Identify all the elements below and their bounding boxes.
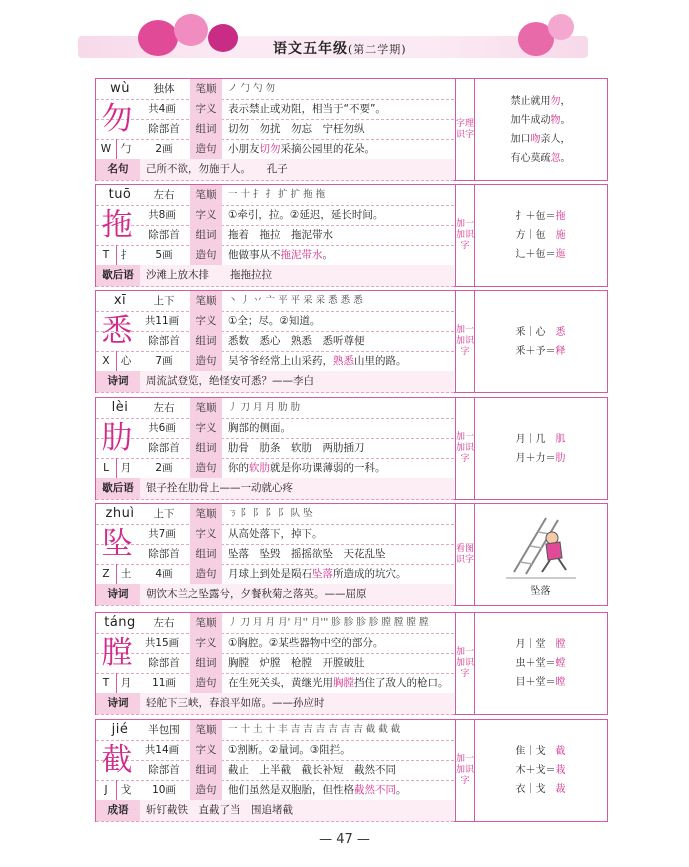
memory-line xyxy=(474,342,607,361)
card-main xyxy=(96,504,454,605)
memory-text: 木＋戈＝ xyxy=(515,765,556,776)
words-row xyxy=(96,438,454,459)
remaining-strokes: 4画 xyxy=(155,568,173,580)
memory-text: ， xyxy=(560,96,571,107)
method-label: 加一加识字 xyxy=(455,291,475,392)
example-sentence xyxy=(228,458,452,478)
radical-label: 除部首 xyxy=(148,335,180,347)
sentence-text: 采摘公园里的花朵。 xyxy=(280,143,375,155)
meaning-label: 字义 xyxy=(190,311,222,331)
extra-text: 斩钉截铁 直截了当 围追堵截 xyxy=(146,804,293,816)
extra-text: 周流試登览，绝怪安可悉？——李白 xyxy=(146,375,314,387)
sentence-highlight: 拖泥带水 xyxy=(280,249,323,261)
extra-label: 诗词 xyxy=(96,371,140,392)
header-decoration xyxy=(174,14,208,46)
character-card xyxy=(95,612,608,715)
memory-line xyxy=(474,245,607,264)
memory-text: 亲人， xyxy=(540,134,571,145)
memory-text: 月＋力＝ xyxy=(515,453,556,464)
extra-row xyxy=(96,371,454,393)
stroke-count: 共4画 xyxy=(148,103,176,115)
sentence-highlight: 熟悉 xyxy=(333,355,354,367)
index-letter: L xyxy=(103,462,109,474)
sentence-row xyxy=(96,245,454,266)
memory-line xyxy=(474,780,607,799)
memory-aid xyxy=(474,613,607,714)
structure-type: 上下 xyxy=(153,508,175,520)
main-character: 截 xyxy=(101,742,133,778)
meaning-label: 字义 xyxy=(190,205,222,225)
header-decoration xyxy=(548,14,574,40)
extra-label: 诗词 xyxy=(96,693,140,714)
page-header xyxy=(78,14,588,62)
extra-label: 歇后语 xyxy=(96,265,140,286)
sentence-label: 造句 xyxy=(190,780,222,800)
memory-text: 禁止就用 xyxy=(510,96,551,107)
structure-type: 半包围 xyxy=(148,724,180,736)
meaning: 从高处落下，掉下。 xyxy=(228,528,323,540)
memory-highlight: 裁 xyxy=(555,784,566,795)
words-row xyxy=(96,544,454,565)
meaning-row xyxy=(96,740,454,761)
memory-aid xyxy=(474,720,607,821)
stroke-order-label: 笔顺 xyxy=(190,185,222,205)
memory-line xyxy=(474,449,607,468)
sentence-text: 。 xyxy=(396,784,407,796)
memory-line xyxy=(474,323,607,342)
memory-highlight: 螳 xyxy=(555,658,566,669)
words-row xyxy=(96,653,454,674)
meaning: 表示禁止或劝阻，相当于“不要”。 xyxy=(228,103,386,115)
words-label: 组词 xyxy=(190,544,222,564)
memory-aid xyxy=(474,398,607,499)
memory-text: 扌＋㐌＝ xyxy=(515,211,556,222)
index-radical: 勹 xyxy=(116,139,135,159)
meaning-row xyxy=(96,99,454,120)
index-radical: 土 xyxy=(116,564,135,584)
meaning: ①胸腔。②某些器物中空的部分。 xyxy=(228,637,384,649)
sentence-text: 吴爷爷经常上山采药， xyxy=(228,355,333,367)
sentence-highlight: 切勿 xyxy=(259,143,281,155)
sentence-text: 你的 xyxy=(228,462,249,474)
extra-text: 己所不欲，勿施于人。 孔子 xyxy=(146,163,288,175)
meaning-row xyxy=(96,418,454,439)
meaning-row xyxy=(96,633,454,654)
memory-text: 月｜堂 xyxy=(515,639,556,650)
pinyin: lèi xyxy=(111,400,129,415)
memory-line xyxy=(474,673,607,692)
sentence-text: 。 xyxy=(322,249,333,261)
words-label: 组词 xyxy=(190,653,222,673)
memory-highlight: 截 xyxy=(555,746,566,757)
memory-highlight: 肌 xyxy=(555,434,566,445)
pinyin-row xyxy=(96,79,454,100)
character-card xyxy=(95,184,608,287)
memory-line xyxy=(474,742,607,761)
pinyin-row xyxy=(96,185,454,206)
header-decoration xyxy=(208,24,238,52)
card-main xyxy=(96,291,454,392)
stroke-order: 丿 刀 月 月 月' 月'' 月''' 胗 胗 胗 胗 膛 膛 膛 膛 xyxy=(228,617,429,628)
remaining-strokes: 5画 xyxy=(155,249,173,261)
memory-highlight: 释 xyxy=(555,346,566,357)
index-radical: 扌 xyxy=(116,245,135,265)
word-list: 坠落 坠毁 摇摇欲坠 天花乱坠 xyxy=(228,548,386,560)
memory-text: 目＋堂＝ xyxy=(515,677,556,688)
pinyin-row xyxy=(96,398,454,419)
meaning: 胸部的侧面。 xyxy=(228,422,291,434)
meaning: ①割断。②量词。③阻拦。 xyxy=(228,744,351,756)
stroke-count: 共11画 xyxy=(144,315,180,327)
stroke-order: ノ 勹 勺 勿 xyxy=(228,83,276,94)
index-letter: J xyxy=(104,784,108,796)
card-main xyxy=(96,398,454,499)
meaning-label: 字义 xyxy=(190,633,222,653)
pinyin-row xyxy=(96,291,454,312)
stroke-count: 共7画 xyxy=(148,528,176,540)
card-main xyxy=(96,79,454,180)
memory-aid xyxy=(474,504,607,605)
main-character: 悉 xyxy=(101,313,133,349)
stroke-order-label: 笔顺 xyxy=(190,720,222,740)
falling-girl-illustration xyxy=(506,512,576,580)
words-row xyxy=(96,331,454,352)
memory-line xyxy=(474,149,607,168)
sentence-row xyxy=(96,673,454,694)
extra-text: 沙滩上放木排 拖拖拉拉 xyxy=(146,269,272,281)
pinyin-row xyxy=(96,720,454,741)
word-list: 悉数 悉心 熟悉 悉听尊便 xyxy=(228,335,365,347)
stroke-count: 共6画 xyxy=(148,422,176,434)
extra-text: 轻舵下三峡，春浪平如席。——孙应时 xyxy=(146,697,325,709)
sentence-text: 挡住了敌人的枪口。 xyxy=(354,677,449,689)
extra-label: 成语 xyxy=(96,800,140,821)
memory-highlight: 膛 xyxy=(555,639,566,650)
sentence-text: 山里的路。 xyxy=(354,355,407,367)
memory-text: 虫＋堂＝ xyxy=(515,658,556,669)
method-label: 加一加识字 xyxy=(455,613,475,714)
memory-highlight: 勿 xyxy=(550,96,561,107)
stroke-order: 一 十 土 十 丰 吉 吉 吉 吉 吉 吉 截 截 截 xyxy=(228,724,401,735)
word-list: 截止 上半截 截长补短 截然不同 xyxy=(228,764,396,776)
pinyin: wù xyxy=(110,81,130,96)
index-radical: 月 xyxy=(116,673,135,693)
page-title: 语文五年级(第二学期) xyxy=(273,41,407,57)
pinyin: xī xyxy=(113,293,127,308)
radical-label: 除部首 xyxy=(148,442,180,454)
memory-aid xyxy=(474,291,607,392)
memory-line xyxy=(474,130,607,149)
stroke-order: 丿 刀 月 月 肋 肋 xyxy=(228,402,301,413)
index-letter: T xyxy=(102,249,110,261)
sentence-text: 他做事从不 xyxy=(228,249,281,261)
sentence-text: 在生死关头，黄继光用 xyxy=(228,677,333,689)
memory-line xyxy=(474,761,607,780)
remaining-strokes: 2画 xyxy=(155,462,173,474)
memory-text: 辶＋㐌＝ xyxy=(515,249,556,260)
words-label: 组词 xyxy=(190,760,222,780)
illustration-caption: 坠落 xyxy=(530,586,551,597)
sentence-label: 造句 xyxy=(190,564,222,584)
memory-highlight: 悉 xyxy=(555,327,566,338)
words-label: 组词 xyxy=(190,331,222,351)
card-main xyxy=(96,613,454,714)
sentence-row xyxy=(96,139,454,160)
pinyin: jié xyxy=(111,722,129,737)
memory-highlight: 拖 xyxy=(555,211,566,222)
method-label: 加一加识字 xyxy=(455,720,475,821)
index-letter: X xyxy=(102,355,110,367)
radical-label: 除部首 xyxy=(148,229,180,241)
memory-highlight: 吻 xyxy=(530,134,541,145)
character-card xyxy=(95,503,608,606)
words-label: 组词 xyxy=(190,438,222,458)
memory-text: 月｜几 xyxy=(515,434,556,445)
meaning: ①全；尽。②知道。 xyxy=(228,315,321,327)
extra-row xyxy=(96,693,454,715)
character-card xyxy=(95,719,608,822)
sentence-highlight: 软肋 xyxy=(249,462,270,474)
main-character: 膛 xyxy=(101,635,133,671)
word-list: 肋骨 肋条 软肋 两肋插刀 xyxy=(228,442,365,454)
sentence-text: 他们虽然是双胞胎，但性格 xyxy=(228,784,354,796)
extra-row xyxy=(96,800,454,822)
memory-text: 衣｜戈 xyxy=(515,784,556,795)
structure-type: 左右 xyxy=(153,189,175,201)
extra-text: 朝饮木兰之坠露兮，夕餐秋菊之落英。——屈原 xyxy=(146,588,367,600)
sentence-label: 造句 xyxy=(190,139,222,159)
memory-text: 。 xyxy=(560,153,571,164)
stroke-count: 共8画 xyxy=(148,209,176,221)
sentence-row xyxy=(96,458,454,479)
character-card xyxy=(95,78,608,181)
memory-line xyxy=(474,92,607,111)
sentence-label: 造句 xyxy=(190,351,222,371)
stroke-order-label: 笔顺 xyxy=(190,79,222,99)
sentence-text: 小朋友 xyxy=(228,143,260,155)
memory-highlight: 物 xyxy=(550,115,561,126)
example-sentence xyxy=(228,673,452,693)
memory-text: 。 xyxy=(560,115,571,126)
example-sentence xyxy=(228,139,452,159)
memory-line xyxy=(474,111,607,130)
index-letter: T xyxy=(102,677,110,689)
remaining-strokes: 2画 xyxy=(155,143,173,155)
words-label: 组词 xyxy=(190,225,222,245)
radical-label: 除部首 xyxy=(148,123,180,135)
method-label: 字理识字 xyxy=(455,79,475,180)
words-label: 组词 xyxy=(190,119,222,139)
memory-highlight: 忽 xyxy=(550,153,561,164)
memory-highlight: 施 xyxy=(555,230,566,241)
stroke-count: 共14画 xyxy=(144,744,180,756)
extra-label: 诗词 xyxy=(96,584,140,605)
meaning-label: 字义 xyxy=(190,740,222,760)
sentence-text: 就是你功课薄弱的一科。 xyxy=(270,462,386,474)
character-card xyxy=(95,290,608,393)
words-row xyxy=(96,119,454,140)
main-character: 拖 xyxy=(101,207,133,243)
memory-line xyxy=(474,654,607,673)
stroke-order: ㄋ 阝 阝 阝 阝 队 坠 xyxy=(228,508,313,519)
word-list: 胸膛 炉膛 枪膛 开膛破肚 xyxy=(228,657,365,669)
sentence-text: 月球上到处是陨石 xyxy=(228,568,312,580)
example-sentence xyxy=(228,780,452,800)
method-label: 加一加识字 xyxy=(455,398,475,499)
sentence-text: 所造成的坑穴。 xyxy=(333,568,407,580)
page-subtitle: (第二学期) xyxy=(348,43,407,56)
method-label: 看图识字 xyxy=(455,504,475,605)
stroke-order-label: 笔顺 xyxy=(190,613,222,633)
meaning: ①牵引，拉。②延迟，延长时间。 xyxy=(228,209,384,221)
word-list: 拖着 拖拉 拖泥带水 xyxy=(228,229,333,241)
memory-aid xyxy=(474,79,607,180)
memory-line xyxy=(474,430,607,449)
structure-type: 独体 xyxy=(153,83,175,95)
meaning-row xyxy=(96,205,454,226)
main-character: 肋 xyxy=(101,420,133,456)
memory-line xyxy=(474,207,607,226)
example-sentence xyxy=(228,564,452,584)
header-decoration xyxy=(138,20,178,56)
structure-type: 上下 xyxy=(153,295,175,307)
stroke-order-label: 笔顺 xyxy=(190,398,222,418)
words-row xyxy=(96,760,454,781)
sentence-row xyxy=(96,351,454,372)
pinyin: tuō xyxy=(108,187,132,202)
index-letter: Z xyxy=(102,568,110,580)
memory-highlight: 肋 xyxy=(555,453,566,464)
memory-text: 加口 xyxy=(510,134,531,145)
memory-text: 加牛成动 xyxy=(510,115,551,126)
memory-highlight: 瞠 xyxy=(555,677,566,688)
stroke-count: 共15画 xyxy=(144,637,180,649)
memory-text: 有心莫疏 xyxy=(510,153,551,164)
extra-text: 银子拴在肋骨上——一动就心疼 xyxy=(146,482,293,494)
index-letter: W xyxy=(100,143,112,155)
extra-row xyxy=(96,584,454,606)
stroke-order: 丶 丿 丷 亠 平 平 采 采 悉 悉 悉 xyxy=(228,295,363,306)
sentence-label: 造句 xyxy=(190,458,222,478)
pinyin: táng xyxy=(104,615,136,630)
meaning-label: 字义 xyxy=(190,418,222,438)
structure-type: 左右 xyxy=(153,617,175,629)
extra-row xyxy=(96,478,454,500)
memory-text: 隹｜戈 xyxy=(515,746,556,757)
index-radical: 月 xyxy=(116,458,135,478)
meaning-label: 字义 xyxy=(190,524,222,544)
sentence-highlight: 胸膛 xyxy=(333,677,354,689)
stroke-order: 一 十 扌 扌 扩 扩 拖 拖 xyxy=(228,189,326,200)
memory-line xyxy=(474,635,607,654)
example-sentence xyxy=(228,351,452,371)
example-sentence xyxy=(228,245,452,265)
memory-line xyxy=(474,226,607,245)
words-row xyxy=(96,225,454,246)
page-number: — 47 — xyxy=(319,832,370,847)
index-radical: 戈 xyxy=(116,780,135,800)
main-character: 坠 xyxy=(101,526,133,562)
stroke-order-label: 笔顺 xyxy=(190,504,222,524)
memory-text: 釆｜心 xyxy=(515,327,556,338)
pinyin-row xyxy=(96,504,454,525)
radical-label: 除部首 xyxy=(148,657,180,669)
pinyin: zhuì xyxy=(105,506,135,521)
character-card xyxy=(95,397,608,500)
sentence-highlight: 坠落 xyxy=(312,568,333,580)
memory-highlight: 迤 xyxy=(555,249,566,260)
card-main xyxy=(96,720,454,821)
meaning-label: 字义 xyxy=(190,99,222,119)
remaining-strokes: 7画 xyxy=(155,355,173,367)
memory-text: 方｜㐌 xyxy=(515,230,556,241)
card-main xyxy=(96,185,454,286)
meaning-row xyxy=(96,524,454,545)
sentence-label: 造句 xyxy=(190,673,222,693)
method-label: 加一加识字 xyxy=(455,185,475,286)
extra-row xyxy=(96,265,454,287)
extra-label: 名句 xyxy=(96,159,140,180)
extra-row xyxy=(96,159,454,181)
memory-text: 釆＋予＝ xyxy=(515,346,556,357)
word-list: 切勿 勿扰 勿忘 宁枉勿纵 xyxy=(228,123,365,135)
sentence-label: 造句 xyxy=(190,245,222,265)
remaining-strokes: 10画 xyxy=(152,784,176,796)
meaning-row xyxy=(96,311,454,332)
pinyin-row xyxy=(96,613,454,634)
sentence-highlight: 截然不同 xyxy=(354,784,396,796)
memory-aid xyxy=(474,185,607,286)
sentence-row xyxy=(96,780,454,801)
remaining-strokes: 11画 xyxy=(152,677,176,689)
main-character: 勿 xyxy=(101,101,133,137)
memory-highlight: 栽 xyxy=(555,765,566,776)
index-radical: 心 xyxy=(116,351,135,371)
extra-label: 歇后语 xyxy=(96,478,140,499)
structure-type: 左右 xyxy=(153,402,175,414)
radical-label: 除部首 xyxy=(148,764,180,776)
sentence-row xyxy=(96,564,454,585)
stroke-order-label: 笔顺 xyxy=(190,291,222,311)
radical-label: 除部首 xyxy=(148,548,180,560)
